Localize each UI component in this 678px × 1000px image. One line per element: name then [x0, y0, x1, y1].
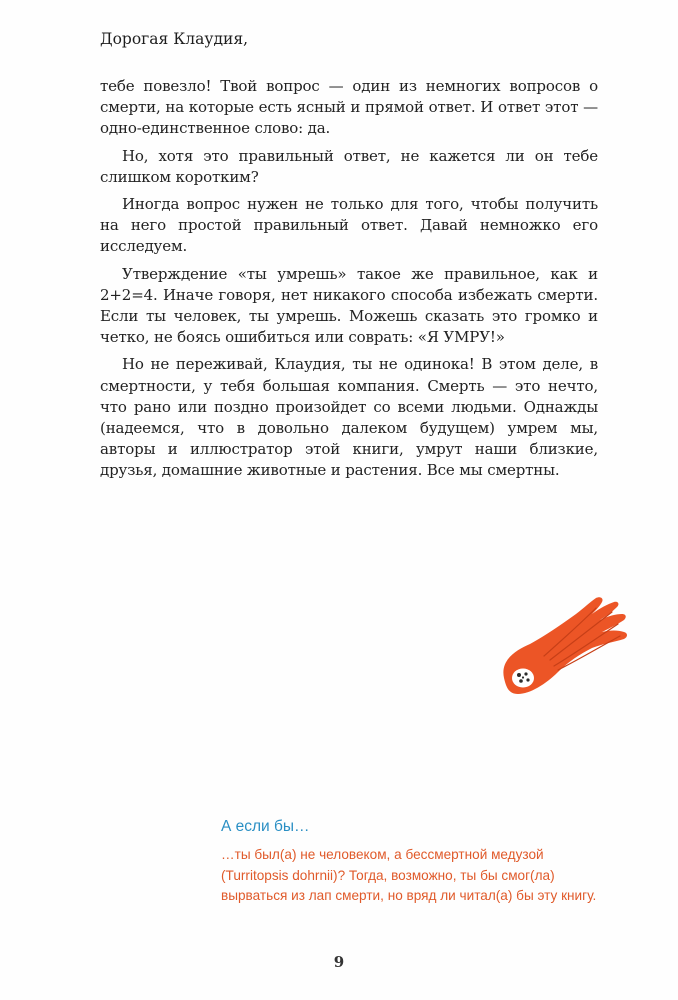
- letter-body: [100, 76, 598, 488]
- page-number: 9: [333, 953, 345, 971]
- letter-paragraph: тебе повезло! Твой вопрос — один из немногих вопросов о смерти, на которые есть ясный и прямой ответ. И ответ этот — одно-единственное слово: да.: [100, 77, 598, 138]
- letter-paragraph: Утверждение «ты умрешь» такое же правильное, как и 2+2=4. Иначе говоря, нет никакого способа избежать смерти. Если ты человек, ты умрешь. Можешь сказать это громко и четко, не боясь ошибиться или соврать: «Я УМРУ!»: [100, 264, 598, 347]
- jellyfish-icon: [496, 590, 646, 710]
- letter-paragraph: Но не переживай, Клаудия, ты не одинока! В этом деле, в смертности, у тебя большая компания. Смерть — это нечто, что рано или поздно произойдет со всеми людьми. Однажды (надеемся, что в довольно далеком будущем) умрем мы, авторы и иллюстратор этой книги, умрут наши близкие, друзья, домашние животные и растения. Все мы смертны.: [100, 355, 598, 480]
- letter-paragraph: Но, хотя это правильный ответ, не кажется ли он тебе слишком коротким?: [100, 146, 598, 186]
- what-if-sidebar: [221, 818, 611, 907]
- jellyfish-head: [512, 669, 534, 688]
- letter-salutation: Дорогая Клаудия,: [100, 30, 249, 48]
- letter-paragraph: Иногда вопрос нужен не только для того, чтобы получить на него простой правильный ответ. Давай немножко его исследуем.: [100, 195, 598, 256]
- sidebar-title: А если бы…: [221, 818, 310, 835]
- sidebar-text: …ты был(а) не человеком, а бессмертной медузой (Turritopsis dohrnii)? Тогда, возможно, ты бы смог(ла) вырваться из лап смерти, но вряд ли читал(а) бы эту книгу.: [221, 847, 597, 903]
